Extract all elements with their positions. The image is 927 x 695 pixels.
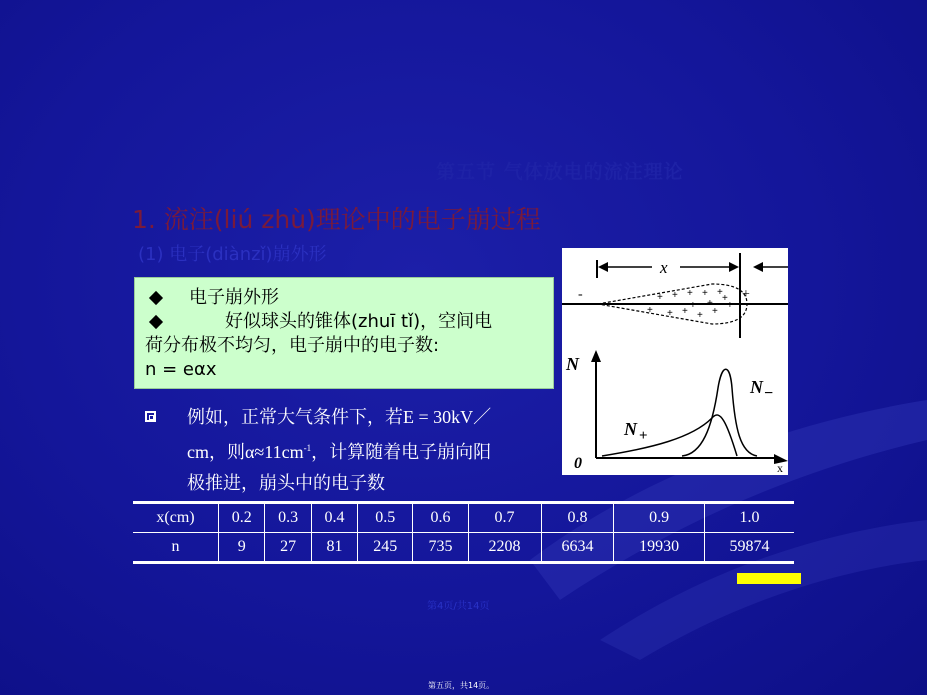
- para-text: 例如，正常大气条件下，若: [187, 407, 403, 428]
- para-text: 极推进，崩头中的电子数: [187, 473, 385, 494]
- svg-text:+: +: [712, 306, 718, 317]
- x-axis-label: x: [777, 461, 783, 475]
- svg-text:+: +: [707, 298, 713, 309]
- table-cell: 81: [311, 533, 357, 563]
- table-cell: 9: [219, 533, 265, 563]
- diamond-bullet-icon: [149, 291, 163, 305]
- n-minus-curve: [682, 369, 757, 456]
- table-cell: 0.2: [219, 503, 265, 533]
- unit-text: cm: [187, 442, 209, 462]
- svg-text:+: +: [682, 306, 688, 317]
- table-cell: 0.9: [614, 503, 705, 533]
- n-minus-subscript: −: [764, 385, 774, 402]
- minus-sign: -: [578, 287, 583, 302]
- x-dimension-label: x: [660, 258, 668, 277]
- svg-text:+: +: [722, 293, 728, 304]
- svg-text:+: +: [697, 310, 703, 321]
- n-minus-label: N: [750, 377, 763, 397]
- para-text: ，则: [209, 442, 245, 463]
- table-cell: 0.4: [311, 503, 357, 533]
- bullet-text: 好似球头的锥体(zhuī tǐ)，空间电: [225, 311, 493, 332]
- diamond-bullet-icon: [149, 315, 163, 329]
- n-plus-subscript: +: [639, 428, 648, 444]
- table-cell: 27: [265, 533, 311, 563]
- svg-text:+: +: [672, 290, 678, 301]
- svg-text:+: +: [647, 305, 653, 316]
- highlight-bar: [737, 573, 801, 584]
- table-row: [133, 533, 794, 563]
- electron-count-table: [133, 501, 794, 564]
- example-paragraph: [145, 402, 565, 499]
- table-cell: 6634: [541, 533, 614, 563]
- table-cell: 1.0: [704, 503, 794, 533]
- table-cell: 0.7: [468, 503, 541, 533]
- svg-text:+: +: [702, 288, 708, 299]
- row-header: n: [171, 538, 180, 555]
- table-cell: 59874: [704, 533, 794, 563]
- table-cell: 735: [413, 533, 468, 563]
- table-cell: 19930: [614, 533, 705, 563]
- bullet-item: [145, 286, 547, 310]
- field-value: E = 30kV／: [403, 407, 492, 427]
- origin-label: 0: [574, 455, 582, 472]
- n-plus-label: N: [624, 419, 637, 439]
- page-indicator: 第4页/共14页: [427, 601, 490, 612]
- n-plus-curve: [602, 415, 737, 456]
- table-cell: 245: [358, 533, 413, 563]
- svg-text:+: +: [717, 287, 723, 298]
- svg-text:+: +: [657, 292, 663, 303]
- bullet-item: [145, 310, 547, 334]
- table-cell: 0.8: [541, 503, 614, 533]
- row-header: x(cm): [133, 503, 219, 533]
- table-cell: 2208: [468, 533, 541, 563]
- exponent: -1: [303, 443, 312, 453]
- bullet-text: 电子崩外形: [189, 287, 279, 308]
- main-heading: 1. 流注(liú zhù)理论中的电子崩过程: [132, 205, 541, 234]
- sub-heading: (1) 电子(diànzǐ)崩外形: [138, 244, 327, 265]
- svg-text:+: +: [727, 300, 733, 311]
- table-cell: 0.6: [413, 503, 468, 533]
- table-cell: 0.5: [358, 503, 413, 533]
- plus-sign: +: [742, 287, 750, 302]
- svg-text:+: +: [690, 300, 696, 311]
- electron-avalanche-figure: [562, 248, 788, 475]
- section-title: 第五节 气体放电的流注理论: [436, 161, 684, 183]
- n-axis-label: N: [566, 354, 579, 374]
- table-cell: 0.3: [265, 503, 311, 533]
- definition-box: [134, 277, 554, 389]
- formula-text: n = eαx: [145, 359, 217, 380]
- continuation-text: 荷分布极不均匀，电子崩中的电子数:: [145, 335, 440, 356]
- para-text: ，计算随着电子崩向阳: [311, 442, 492, 463]
- alpha-value: α≈11cm: [245, 442, 304, 462]
- square-bullet-icon: [145, 411, 156, 422]
- footer-text: 第五页，共14页。: [428, 681, 495, 690]
- svg-text:+: +: [687, 288, 693, 299]
- table-row: [133, 503, 794, 533]
- svg-text:+: +: [667, 308, 673, 319]
